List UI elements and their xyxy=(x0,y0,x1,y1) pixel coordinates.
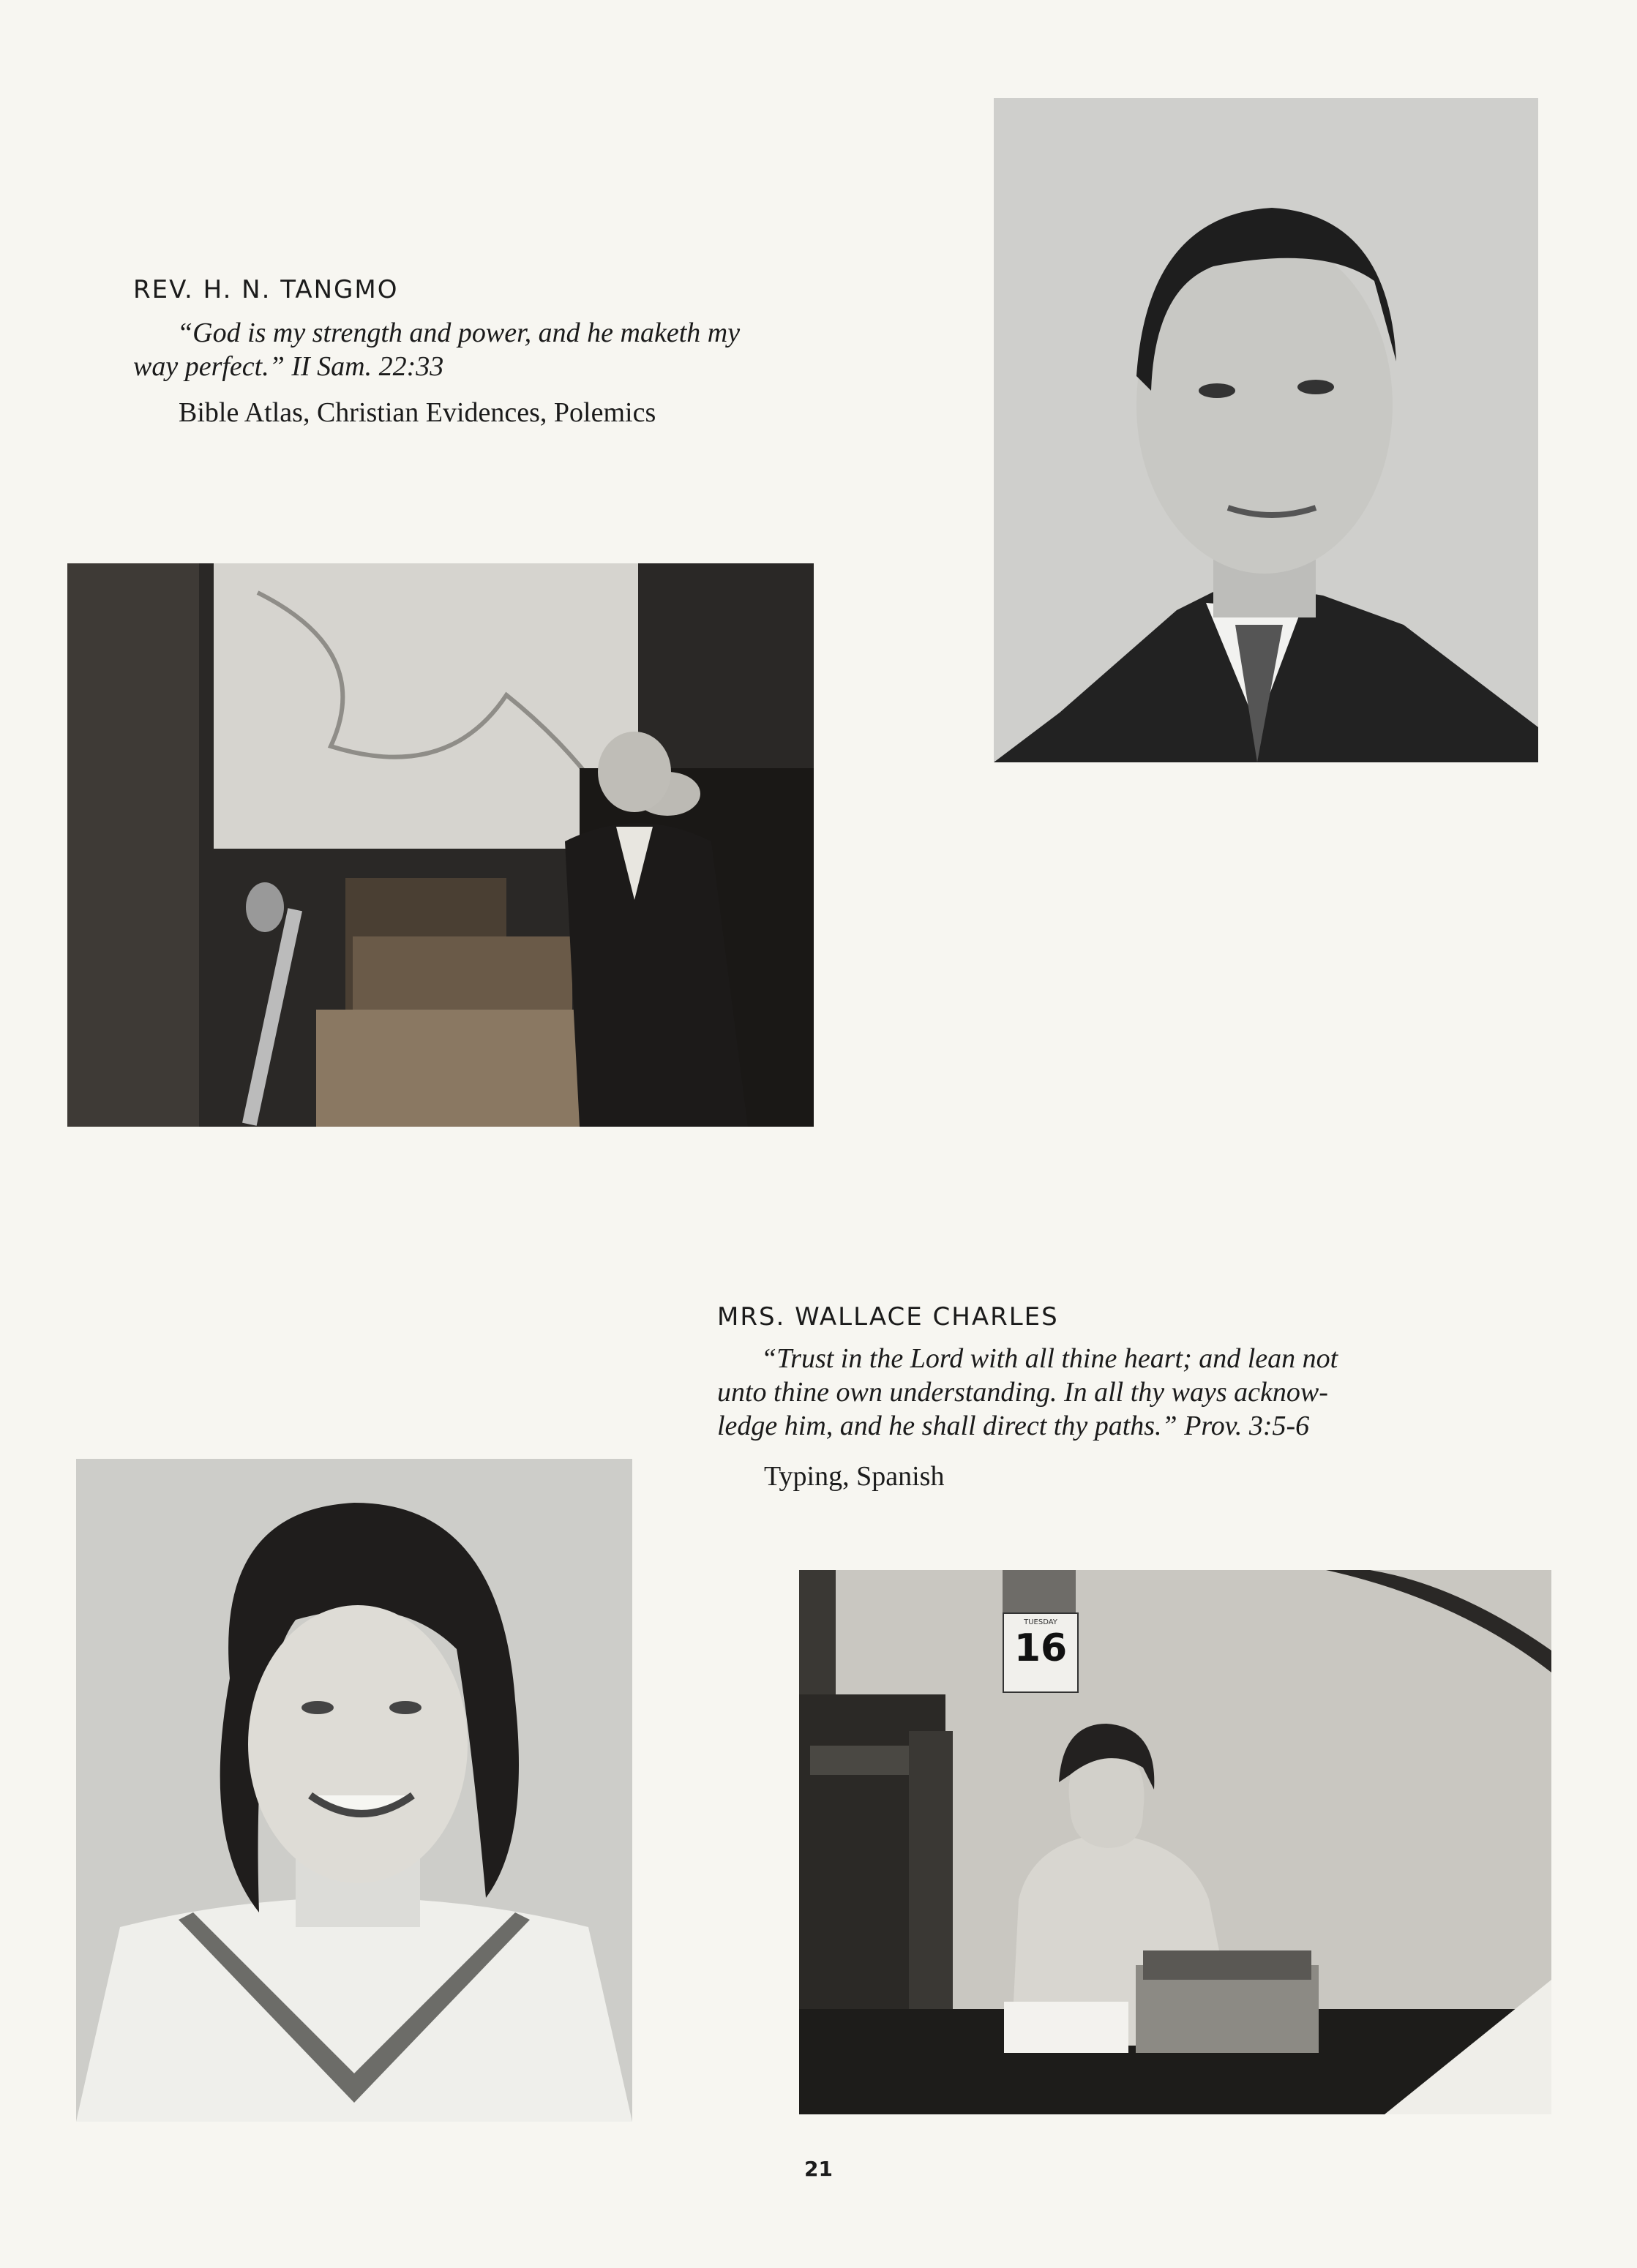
charles-scripture-quote xyxy=(717,1342,1449,1443)
quote-line: “God is my strength and power, and he maketh my xyxy=(177,318,741,348)
quote-line: way perfect.” II Sam. 22:33 xyxy=(133,351,444,382)
page-number: 21 xyxy=(804,2157,833,2181)
calendar-day-number: 16 xyxy=(1014,1626,1068,1670)
charles-office-photo xyxy=(799,1570,1551,2114)
quote-line: “Trust in the Lord with all thine heart; and lean not xyxy=(761,1343,1338,1374)
tangmo-portrait-photo xyxy=(994,98,1538,762)
desk-calendar xyxy=(1003,1612,1079,1693)
calendar-day-name: TUESDAY xyxy=(1024,1618,1057,1626)
tangmo-classroom-photo xyxy=(67,563,814,1127)
charles-portrait-photo xyxy=(76,1459,632,2122)
quote-line: ledge him, and he shall direct thy paths.” Prov. 3:5-6 xyxy=(717,1411,1310,1441)
teacher-name-tangmo: REV. H. N. TANGMO xyxy=(133,275,399,304)
tangmo-subjects: Bible Atlas, Christian Evidences, Polemics xyxy=(179,397,656,428)
teacher-name-charles: MRS. WALLACE CHARLES xyxy=(717,1302,1059,1332)
quote-line: unto thine own understanding. In all thy ways acknow- xyxy=(717,1377,1328,1408)
charles-subjects: Typing, Spanish xyxy=(764,1461,945,1492)
tangmo-scripture-quote xyxy=(133,316,865,383)
